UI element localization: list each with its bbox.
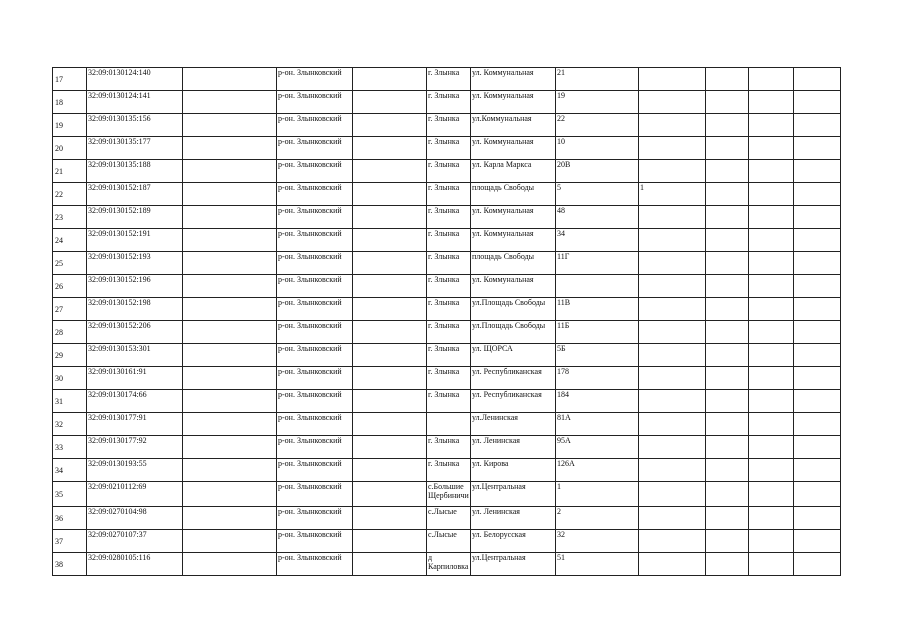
empty-cell: [794, 275, 841, 298]
empty-cell: [749, 137, 794, 160]
empty-cell: [706, 482, 749, 507]
street-cell: ул. Карла Маркса: [471, 160, 556, 183]
house-number-cell: 51: [556, 553, 639, 576]
empty-cell: [183, 413, 277, 436]
empty-cell: [749, 91, 794, 114]
apartment-cell: [639, 229, 706, 252]
table-row: [53, 553, 841, 576]
empty-cell: [706, 553, 749, 576]
empty-cell: [183, 530, 277, 553]
cadastral-number-cell: 32:09:0130124:140: [87, 68, 183, 91]
apartment-cell: [639, 137, 706, 160]
locality-cell: г. Злынка: [427, 459, 471, 482]
table-row: [53, 344, 841, 367]
empty-cell: [794, 298, 841, 321]
empty-cell: [749, 275, 794, 298]
table-row: [53, 183, 841, 206]
apartment-cell: 1: [639, 183, 706, 206]
house-number-cell: 22: [556, 114, 639, 137]
empty-cell: [706, 390, 749, 413]
house-number-cell: 34: [556, 229, 639, 252]
empty-cell: [749, 252, 794, 275]
empty-cell: [353, 459, 427, 482]
street-cell: ул.Площадь Свободы: [471, 321, 556, 344]
street-cell: ул. Коммунальная: [471, 91, 556, 114]
empty-cell: [794, 229, 841, 252]
apartment-cell: [639, 344, 706, 367]
apartment-cell: [639, 530, 706, 553]
house-number-cell: 11Г: [556, 252, 639, 275]
table-row: [53, 275, 841, 298]
empty-cell: [749, 229, 794, 252]
locality-cell: г. Злынка: [427, 137, 471, 160]
empty-cell: [353, 114, 427, 137]
house-number-cell: 5Б: [556, 344, 639, 367]
locality-cell: г. Злынка: [427, 68, 471, 91]
apartment-cell: [639, 367, 706, 390]
locality-cell: г. Злынка: [427, 436, 471, 459]
cadastral-number-cell: 32:09:0130177:91: [87, 413, 183, 436]
street-cell: ул.Ленинская: [471, 413, 556, 436]
locality-cell: г. Злынка: [427, 275, 471, 298]
apartment-cell: [639, 482, 706, 507]
street-cell: ул. Коммунальная: [471, 275, 556, 298]
cadastral-number-cell: 32:09:0270104:98: [87, 507, 183, 530]
apartment-cell: [639, 413, 706, 436]
locality-cell: с.Лысые: [427, 530, 471, 553]
district-cell: р-он. Злынковский: [277, 229, 353, 252]
street-cell: ул. Коммунальная: [471, 206, 556, 229]
cadastral-number-cell: 32:09:0130152:198: [87, 298, 183, 321]
empty-cell: [794, 553, 841, 576]
district-cell: р-он. Злынковский: [277, 114, 353, 137]
district-cell: р-он. Злынковский: [277, 252, 353, 275]
property-table: [52, 67, 841, 576]
cadastral-number-cell: 32:09:0130152:196: [87, 275, 183, 298]
empty-cell: [794, 137, 841, 160]
house-number-cell: 126А: [556, 459, 639, 482]
empty-cell: [749, 436, 794, 459]
locality-cell: г. Злынка: [427, 321, 471, 344]
district-cell: р-он. Злынковский: [277, 275, 353, 298]
table-row: [53, 482, 841, 507]
table-row: [53, 530, 841, 553]
table-row: [53, 252, 841, 275]
empty-cell: [706, 344, 749, 367]
row-number: 27: [53, 298, 87, 321]
empty-cell: [706, 413, 749, 436]
empty-cell: [749, 367, 794, 390]
house-number-cell: 32: [556, 530, 639, 553]
empty-cell: [794, 367, 841, 390]
district-cell: р-он. Злынковский: [277, 507, 353, 530]
district-cell: р-он. Злынковский: [277, 321, 353, 344]
empty-cell: [749, 459, 794, 482]
house-number-cell: 20В: [556, 160, 639, 183]
empty-cell: [353, 413, 427, 436]
table-row: [53, 367, 841, 390]
district-cell: р-он. Злынковский: [277, 482, 353, 507]
empty-cell: [706, 459, 749, 482]
cadastral-number-cell: 32:09:0130177:92: [87, 436, 183, 459]
empty-cell: [794, 91, 841, 114]
cadastral-number-cell: 32:09:0130152:189: [87, 206, 183, 229]
street-cell: ул. Коммунальная: [471, 229, 556, 252]
cadastral-number-cell: 32:09:0130161:91: [87, 367, 183, 390]
empty-cell: [183, 160, 277, 183]
empty-cell: [183, 321, 277, 344]
street-cell: ул.Коммунальная: [471, 114, 556, 137]
row-number: 37: [53, 530, 87, 553]
empty-cell: [353, 298, 427, 321]
apartment-cell: [639, 114, 706, 137]
row-number: 28: [53, 321, 87, 344]
row-number: 31: [53, 390, 87, 413]
empty-cell: [183, 553, 277, 576]
street-cell: ул. Ленинская: [471, 436, 556, 459]
street-cell: ул.Площадь Свободы: [471, 298, 556, 321]
empty-cell: [183, 183, 277, 206]
cadastral-number-cell: 32:09:0130153:301: [87, 344, 183, 367]
row-number: 30: [53, 367, 87, 390]
empty-cell: [706, 114, 749, 137]
empty-cell: [183, 229, 277, 252]
table-row: [53, 298, 841, 321]
empty-cell: [794, 321, 841, 344]
empty-cell: [353, 482, 427, 507]
street-cell: ул. Республиканская: [471, 367, 556, 390]
empty-cell: [353, 137, 427, 160]
apartment-cell: [639, 160, 706, 183]
empty-cell: [183, 252, 277, 275]
empty-cell: [794, 436, 841, 459]
apartment-cell: [639, 436, 706, 459]
row-number: 23: [53, 206, 87, 229]
house-number-cell: 2: [556, 507, 639, 530]
street-cell: площадь Свободы: [471, 252, 556, 275]
empty-cell: [353, 206, 427, 229]
street-cell: ул. Кирова: [471, 459, 556, 482]
cadastral-number-cell: 32:09:0130152:193: [87, 252, 183, 275]
row-number: 21: [53, 160, 87, 183]
empty-cell: [183, 390, 277, 413]
apartment-cell: [639, 553, 706, 576]
cadastral-number-cell: 32:09:0130124:141: [87, 91, 183, 114]
empty-cell: [749, 482, 794, 507]
empty-cell: [794, 507, 841, 530]
house-number-cell: 11В: [556, 298, 639, 321]
empty-cell: [353, 229, 427, 252]
apartment-cell: [639, 321, 706, 344]
district-cell: р-он. Злынковский: [277, 160, 353, 183]
row-number: 17: [53, 68, 87, 91]
table-row: [53, 68, 841, 91]
empty-cell: [183, 298, 277, 321]
empty-cell: [353, 390, 427, 413]
empty-cell: [183, 91, 277, 114]
house-number-cell: 11Б: [556, 321, 639, 344]
apartment-cell: [639, 298, 706, 321]
district-cell: р-он. Злынковский: [277, 206, 353, 229]
district-cell: р-он. Злынковский: [277, 183, 353, 206]
apartment-cell: [639, 459, 706, 482]
empty-cell: [353, 530, 427, 553]
locality-cell: г. Злынка: [427, 183, 471, 206]
district-cell: р-он. Злынковский: [277, 530, 353, 553]
cadastral-number-cell: 32:09:0280105:116: [87, 553, 183, 576]
empty-cell: [353, 68, 427, 91]
empty-cell: [794, 183, 841, 206]
table-row: [53, 459, 841, 482]
empty-cell: [794, 114, 841, 137]
empty-cell: [706, 137, 749, 160]
locality-cell: г. Злынка: [427, 344, 471, 367]
empty-cell: [353, 507, 427, 530]
locality-cell: с.Лысые: [427, 507, 471, 530]
table-row: [53, 436, 841, 459]
empty-cell: [794, 530, 841, 553]
empty-cell: [706, 275, 749, 298]
empty-cell: [706, 206, 749, 229]
street-cell: ул. Республиканская: [471, 390, 556, 413]
table-row: [53, 160, 841, 183]
row-number: 34: [53, 459, 87, 482]
cadastral-number-cell: 32:09:0130174:66: [87, 390, 183, 413]
house-number-cell: 184: [556, 390, 639, 413]
street-cell: площадь Свободы: [471, 183, 556, 206]
empty-cell: [794, 68, 841, 91]
empty-cell: [706, 183, 749, 206]
table-row: [53, 114, 841, 137]
empty-cell: [353, 252, 427, 275]
empty-cell: [183, 436, 277, 459]
empty-cell: [353, 183, 427, 206]
empty-cell: [749, 553, 794, 576]
empty-cell: [749, 344, 794, 367]
street-cell: ул.Центральная: [471, 553, 556, 576]
locality-cell: с.Большие Щербиничи: [427, 482, 471, 507]
row-number: 20: [53, 137, 87, 160]
empty-cell: [749, 114, 794, 137]
table-row: [53, 137, 841, 160]
locality-cell: г. Злынка: [427, 114, 471, 137]
empty-cell: [794, 160, 841, 183]
empty-cell: [749, 507, 794, 530]
empty-cell: [706, 530, 749, 553]
empty-cell: [353, 436, 427, 459]
empty-cell: [183, 482, 277, 507]
empty-cell: [183, 137, 277, 160]
locality-cell: г. Злынка: [427, 298, 471, 321]
house-number-cell: 48: [556, 206, 639, 229]
table-row: [53, 91, 841, 114]
row-number: 24: [53, 229, 87, 252]
empty-cell: [749, 413, 794, 436]
empty-cell: [749, 530, 794, 553]
empty-cell: [353, 367, 427, 390]
empty-cell: [706, 252, 749, 275]
district-cell: р-он. Злынковский: [277, 298, 353, 321]
empty-cell: [794, 252, 841, 275]
table-row: [53, 206, 841, 229]
locality-cell: г. Злынка: [427, 91, 471, 114]
table-row: [53, 229, 841, 252]
apartment-cell: [639, 252, 706, 275]
empty-cell: [183, 344, 277, 367]
house-number-cell: 81А: [556, 413, 639, 436]
empty-cell: [794, 459, 841, 482]
apartment-cell: [639, 206, 706, 229]
district-cell: р-он. Злынковский: [277, 390, 353, 413]
empty-cell: [749, 390, 794, 413]
locality-cell: г. Злынка: [427, 252, 471, 275]
empty-cell: [706, 321, 749, 344]
empty-cell: [183, 459, 277, 482]
house-number-cell: 1: [556, 482, 639, 507]
table-row: [53, 390, 841, 413]
district-cell: р-он. Злынковский: [277, 137, 353, 160]
district-cell: р-он. Злынковский: [277, 344, 353, 367]
row-number: 33: [53, 436, 87, 459]
apartment-cell: [639, 275, 706, 298]
street-cell: ул.Центральная: [471, 482, 556, 507]
empty-cell: [353, 91, 427, 114]
empty-cell: [706, 298, 749, 321]
table-row: [53, 413, 841, 436]
empty-cell: [706, 68, 749, 91]
district-cell: р-он. Злынковский: [277, 413, 353, 436]
empty-cell: [749, 206, 794, 229]
street-cell: ул. Белорусская: [471, 530, 556, 553]
empty-cell: [706, 507, 749, 530]
empty-cell: [353, 160, 427, 183]
locality-cell: [427, 413, 471, 436]
house-number-cell: 95А: [556, 436, 639, 459]
cadastral-number-cell: 32:09:0130135:188: [87, 160, 183, 183]
row-number: 22: [53, 183, 87, 206]
empty-cell: [706, 229, 749, 252]
district-cell: р-он. Злынковский: [277, 367, 353, 390]
empty-cell: [706, 367, 749, 390]
cadastral-number-cell: 32:09:0130135:156: [87, 114, 183, 137]
cadastral-number-cell: 32:09:0130152:187: [87, 183, 183, 206]
cadastral-number-cell: 32:09:0130193:55: [87, 459, 183, 482]
locality-cell: г. Злынка: [427, 367, 471, 390]
locality-cell: д Карпиловка: [427, 553, 471, 576]
district-cell: р-он. Злынковский: [277, 436, 353, 459]
cadastral-number-cell: 32:09:0270107:37: [87, 530, 183, 553]
district-cell: р-он. Злынковский: [277, 553, 353, 576]
empty-cell: [794, 344, 841, 367]
empty-cell: [749, 160, 794, 183]
empty-cell: [353, 321, 427, 344]
empty-cell: [353, 553, 427, 576]
row-number: 32: [53, 413, 87, 436]
row-number: 35: [53, 482, 87, 507]
locality-cell: г. Злынка: [427, 206, 471, 229]
apartment-cell: [639, 68, 706, 91]
street-cell: ул. Коммунальная: [471, 137, 556, 160]
row-number: 18: [53, 91, 87, 114]
street-cell: ул. Коммунальная: [471, 68, 556, 91]
empty-cell: [183, 114, 277, 137]
table-body: [53, 68, 841, 576]
row-number: 19: [53, 114, 87, 137]
empty-cell: [794, 206, 841, 229]
empty-cell: [706, 436, 749, 459]
house-number-cell: 5: [556, 183, 639, 206]
apartment-cell: [639, 507, 706, 530]
empty-cell: [706, 91, 749, 114]
street-cell: ул. ЩОРСА: [471, 344, 556, 367]
street-cell: ул. Ленинская: [471, 507, 556, 530]
house-number-cell: 21: [556, 68, 639, 91]
empty-cell: [749, 183, 794, 206]
empty-cell: [749, 298, 794, 321]
table-row: [53, 507, 841, 530]
cadastral-number-cell: 32:09:0130152:191: [87, 229, 183, 252]
locality-cell: г. Злынка: [427, 390, 471, 413]
apartment-cell: [639, 91, 706, 114]
empty-cell: [183, 68, 277, 91]
row-number: 29: [53, 344, 87, 367]
cadastral-number-cell: 32:09:0130135:177: [87, 137, 183, 160]
empty-cell: [183, 507, 277, 530]
table-row: [53, 321, 841, 344]
row-number: 38: [53, 553, 87, 576]
empty-cell: [183, 275, 277, 298]
empty-cell: [706, 160, 749, 183]
district-cell: р-он. Злынковский: [277, 459, 353, 482]
empty-cell: [794, 390, 841, 413]
empty-cell: [794, 482, 841, 507]
district-cell: р-он. Злынковский: [277, 91, 353, 114]
house-number-cell: 10: [556, 137, 639, 160]
locality-cell: г. Злынка: [427, 160, 471, 183]
cadastral-number-cell: 32:09:0210112:69: [87, 482, 183, 507]
empty-cell: [183, 206, 277, 229]
row-number: 36: [53, 507, 87, 530]
empty-cell: [353, 344, 427, 367]
locality-cell: г. Злынка: [427, 229, 471, 252]
house-number-cell: [556, 275, 639, 298]
district-cell: р-он. Злынковский: [277, 68, 353, 91]
row-number: 26: [53, 275, 87, 298]
empty-cell: [794, 413, 841, 436]
house-number-cell: 178: [556, 367, 639, 390]
house-number-cell: 19: [556, 91, 639, 114]
cadastral-number-cell: 32:09:0130152:206: [87, 321, 183, 344]
apartment-cell: [639, 390, 706, 413]
empty-cell: [749, 68, 794, 91]
empty-cell: [749, 321, 794, 344]
row-number: 25: [53, 252, 87, 275]
empty-cell: [183, 367, 277, 390]
empty-cell: [353, 275, 427, 298]
